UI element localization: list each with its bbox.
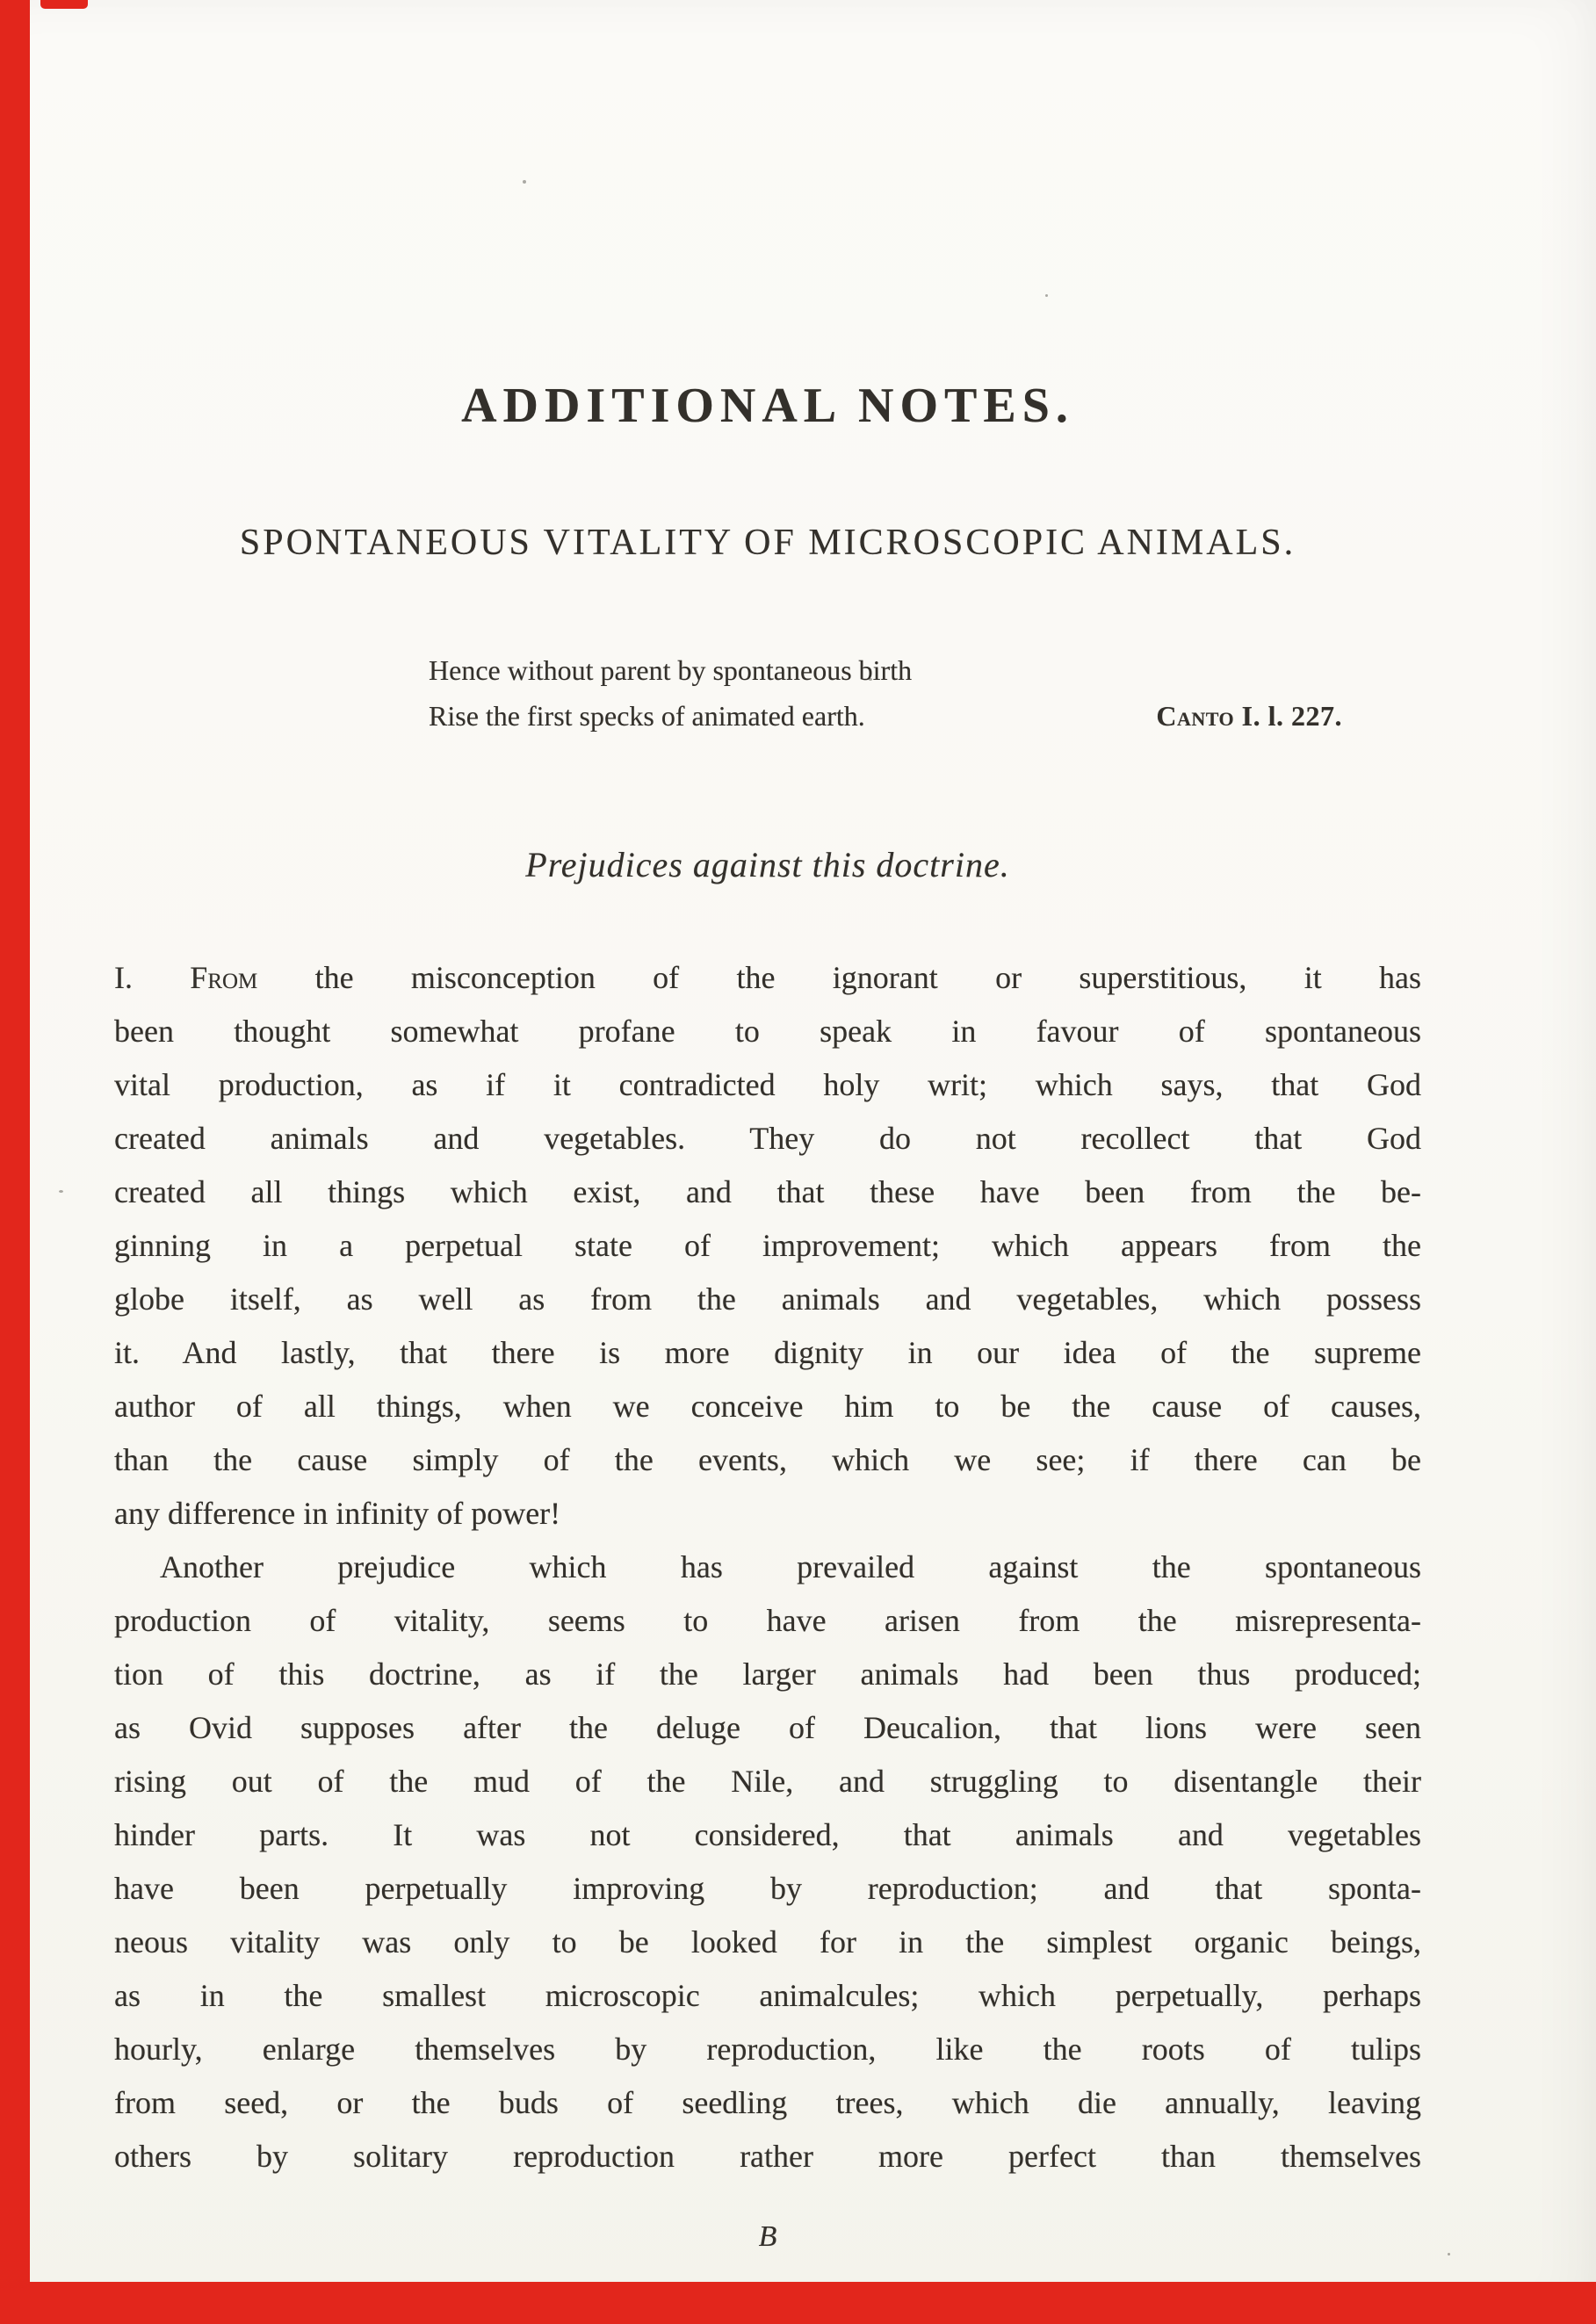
text-line: globe itself, as well as from the animals and vegetables, which possess [114, 1281, 1421, 1317]
scan-backing-top-mark [40, 0, 88, 9]
text-line [114, 951, 1421, 1005]
scan-backing-bottom-strip [0, 2282, 1596, 2324]
text-line: as in the smallest microscopic animalcules; which perpetually, perhaps [114, 1978, 1421, 2013]
text-line: author of all things, when we conceive him to be the cause of causes, [114, 1389, 1421, 1424]
body-text [114, 951, 1421, 2183]
scan-speck [59, 1190, 63, 1193]
epigraph-line-2 [429, 693, 1342, 739]
text-line: tion of this doctrine, as if the larger animals had been thus produced; [114, 1656, 1421, 1692]
text-line: as Ovid supposes after the deluge of Deucalion, that lions were seen [114, 1710, 1421, 1745]
canto-reference: I. l. 227. [1234, 700, 1342, 732]
canto-label: Canto [1156, 700, 1235, 732]
signature-mark: B [758, 2220, 777, 2253]
paragraph-1-lead: I. From [114, 960, 258, 995]
page-title: ADDITIONAL NOTES. [461, 379, 1074, 433]
paragraph-2 [114, 1541, 1421, 2183]
paragraph-1 [114, 951, 1421, 1541]
text-line: hinder parts. It was not considered, that animals and vegetables [114, 1817, 1421, 1852]
epigraph-attribution [1156, 693, 1342, 739]
text-line: from seed, or the buds of seedling trees, which die annually, leaving [114, 2085, 1421, 2120]
scan-backing-left-strip [0, 0, 30, 2324]
text-line: have been perpetually improving by reproduction; and that sponta- [114, 1871, 1421, 1906]
subheading: Prejudices against this doctrine. [525, 845, 1010, 884]
epigraph-line-1: Hence without parent by spontaneous birth [429, 654, 913, 686]
text-line: created animals and vegetables. They do not recollect that God [114, 1121, 1421, 1156]
text-line: neous vitality was only to be looked for in the simplest organic beings, [114, 1924, 1421, 1960]
text-line: been thought somewhat profane to speak in favour of spontaneous [114, 1014, 1421, 1049]
scan-speck [1448, 2253, 1450, 2255]
text-line: ginning in a perpetual state of improvement; which appears from the [114, 1228, 1421, 1263]
epigraph [429, 647, 1342, 739]
text-line: production of vitality, seems to have arisen from the misrepresenta- [114, 1603, 1421, 1638]
text-line: hourly, enlarge themselves by reproduction, like the roots of tulips [114, 2032, 1421, 2067]
section-heading: SPONTANEOUS VITALITY OF MICROSCOPIC ANIMALS. [239, 523, 1296, 563]
paragraph-1-first-line: the misconception of the ignorant or superstitious, it has [257, 960, 1422, 995]
page-content [114, 0, 1421, 2254]
text-line: any difference in infinity of power! [114, 1496, 561, 1531]
text-line: Another prejudice which has prevailed against the spontaneous [160, 1549, 1421, 1584]
text-line: than the cause simply of the events, which we see; if there can be [114, 1442, 1421, 1477]
epigraph-line-2-text: Rise the first specks of animated earth. [429, 700, 865, 732]
text-line: it. And lastly, that there is more dignity in our idea of the supreme [114, 1335, 1421, 1370]
text-line: rising out of the mud of the Nile, and struggling to disentangle their [114, 1764, 1421, 1799]
text-line: others by solitary reproduction rather more perfect than themselves [114, 2139, 1421, 2174]
text-line: created all things which exist, and that these have been from the be- [114, 1174, 1421, 1209]
text-line: vital production, as if it contradicted holy writ; which says, that God [114, 1067, 1421, 1102]
